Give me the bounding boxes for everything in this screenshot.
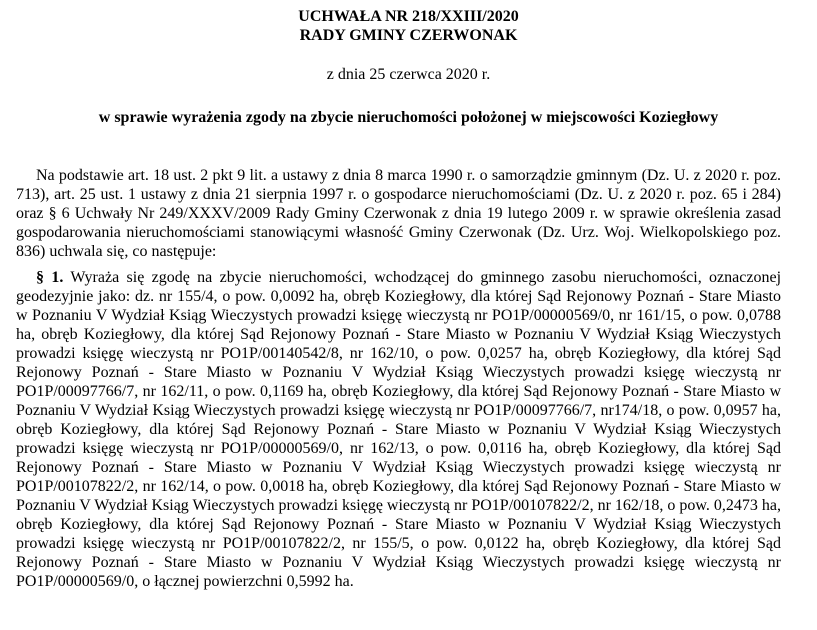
council-name-heading: RADY GMINY CZERWONAK [299, 27, 518, 44]
preamble-paragraph: Na podstawie art. 18 ust. 2 pkt 9 lit. a ustawy z dnia 8 marca 1990 r. o samorządzie gminnym (Dz. U. z 2020 r. poz. 713), art. 25 ust. 1 ustawy z dnia 21 sierpnia 1997 r. o gospodarce nieruchomościami (Dz. U. z 2020 r. poz. 65 i 284) oraz § 6 Uchwały Nr 249/XXXV/2009 Rady Gminy Czerwonak z dnia 19 lutego 2009 r. w sprawie określenia zasad gospodarowania nieruchomościami stanowiącymi własność Gminy Czerwonak (Dz. Urz. Woj. Wielkopolskiego poz. 836) uchwala się, co następuje: [16, 167, 781, 260]
section-1-text: Wyraża się zgodę na zbycie nieruchomości, wchodzącej do gminnego zasobu nieruchomości, oznaczonej geodezyjnie jako: dz. nr 155/4, o pow. 0,0092 ha, obręb Koziegłowy, dla której Sąd Rejonowy Poznań - Stare Miasto w Poznaniu V Wydział Ksiąg Wieczystych prowadzi księgę wieczystą nr PO1P/00000569/0, nr 161/15, o pow. 0,0788 ha, obręb Koziegłowy, dla której Sąd Rejonowy Poznań - Stare Miasto w Poznaniu V Wydział Ksiąg Wieczystych prowadzi księgę wieczystą nr PO1P/00140542/8, nr 162/10, o pow. 0,0257 ha, obręb Koziegłowy, dla której Sąd Rejonowy Poznań - Stare Miasto w Poznaniu V Wydział Ksiąg Wieczystych prowadzi księgę wieczystą nr PO1P/00097766/7, nr 162/11, o pow. 0,1169 ha, obręb Koziegłowy, dla której Sąd Rejonowy Poznań - Stare Miasto w Poznaniu V Wydział Ksiąg Wieczystych prowadzi księgę wieczystą nr PO1P/00097766/7, nr174/18, o pow. 0,0957 ha, obręb Koziegłowy, dla której Sąd Rejonowy Poznań - Stare Miasto w Poznaniu V Wydział Ksiąg Wieczystych prowadzi księgę wieczystą nr PO1P/00000569/0, nr 162/13, o pow. 0,0116 ha, obręb Koziegłowy, dla której Sąd Rejonowy Poznań - Stare Miasto w Poznaniu V Wydział Ksiąg Wieczystych prowadzi księgę wieczystą nr PO1P/00107822/2, nr 162/14, o pow. 0,0018 ha, obręb Koziegłowy, dla której Sąd Rejonowy Poznań - Stare Miasto w Poznaniu V Wydział Ksiąg Wieczystych prowadzi księgę wieczystą nr PO1P/00107822/2, nr 162/18, o pow. 0,2473 ha, obręb Koziegłowy, dla której Sąd Rejonowy Poznań - Stare Miasto w Poznaniu V Wydział Ksiąg Wieczystych prowadzi księgę wieczystą nr PO1P/00107822/2, nr 155/5, o pow. 0,0122 ha, obręb Koziegłowy, dla której Sąd Rejonowy Poznań - Stare Miasto w Poznaniu V Wydział Ksiąg Wieczystych prowadzi księgę wieczystą nr PO1P/00000569/0, o łącznej powierzchni 0,5992 ha. [16, 269, 782, 590]
resolution-subject: w sprawie wyrażenia zgody na zbycie nieruchomości położonej w miejscowości Koziegłowy [98, 109, 719, 126]
resolution-date: z dnia 25 czerwca 2020 r. [326, 66, 491, 83]
resolution-number-heading: UCHWAŁA NR 218/XXIII/2020 [298, 8, 519, 25]
section-1-label: § 1. [36, 269, 64, 286]
section-1-paragraph [16, 268, 781, 591]
